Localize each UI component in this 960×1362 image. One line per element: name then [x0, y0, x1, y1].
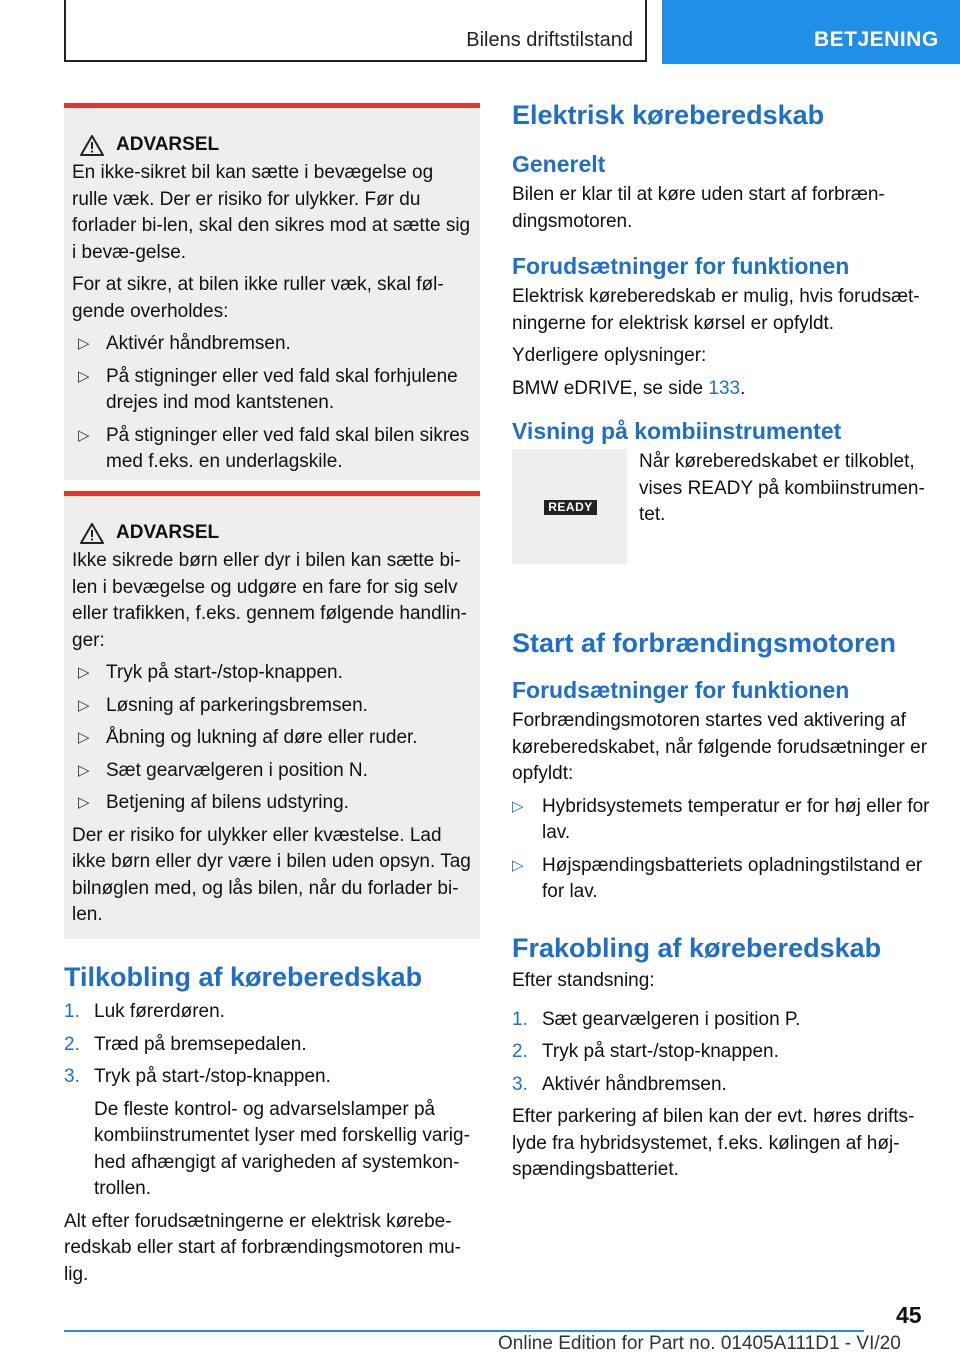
warning-title-text: ADVARSEL — [116, 522, 220, 543]
warning-title-text: ADVARSEL — [116, 134, 220, 155]
step-item — [512, 1039, 930, 1066]
step-number: 1. — [512, 1008, 528, 1030]
paragraph: Bilen er klar til at køre uden start af forbræn-dingsmotoren. — [512, 184, 885, 232]
subsection-heading: Forudsætninger for funktionen — [512, 677, 850, 703]
section-heading: Start af forbrændingsmotoren — [512, 628, 897, 658]
list-item — [72, 364, 474, 417]
paragraph: Alt efter forudsætningerne er elektrisk kørebe-redskab eller start af forbrændingsmotoren mu-lig. — [64, 1210, 462, 1285]
step-number: 2. — [64, 1033, 80, 1055]
step-item — [64, 1032, 480, 1059]
header-section-tab — [64, 0, 647, 62]
step-item — [512, 1007, 930, 1034]
step-text: Aktivér håndbremsen. — [542, 1073, 727, 1095]
ready-indicator: READY — [544, 500, 597, 515]
reference-text: BMW eDRIVE, se side — [512, 377, 709, 399]
step-text: Tryk på start-/stop-knappen. — [542, 1041, 779, 1062]
bullet-triangle-icon: ▷ — [78, 426, 90, 444]
bullet-triangle-icon: ▷ — [78, 335, 90, 352]
list-item — [72, 660, 474, 687]
chapter-title: BETJENING — [814, 28, 939, 51]
paragraph: Forbrændingsmotoren startes ved aktivering af køreberedskabet, når følgende forudsætninger er opfyldt: — [512, 710, 928, 784]
step-text: Tryk på start-/stop-knappen. — [94, 1066, 331, 1087]
subsection-heading: Forudsætninger for funktionen — [512, 253, 850, 279]
list-item-text: Betjening af bilens udstyring. — [106, 792, 349, 813]
list-item-text: Aktivér håndbremsen. — [106, 333, 291, 354]
step-item — [64, 1064, 480, 1091]
ready-display-image — [512, 449, 627, 564]
list-item — [72, 725, 474, 752]
step-number: 2. — [512, 1041, 528, 1062]
bullet-triangle-icon: ▷ — [78, 794, 90, 811]
list-item-text: Hybridsystemets temperatur er for høj eller for lav. — [542, 795, 930, 843]
start-section — [512, 628, 930, 912]
paragraph — [512, 376, 930, 403]
list-item — [72, 331, 474, 358]
list-item — [512, 794, 930, 847]
bullet-triangle-icon: ▷ — [512, 856, 524, 874]
bullet-triangle-icon: ▷ — [78, 761, 90, 779]
subsection-heading: Visning på kombiinstrumentet — [512, 418, 842, 444]
step-note: De fleste kontrol- og advarselslamper på kombiinstrumentet lyser med forskellig varig-hed afhængigt af varigheden af systemkon-trollen. — [94, 1098, 470, 1199]
warning-triangle-icon — [80, 135, 104, 156]
paragraph: Efter standsning: — [512, 970, 655, 991]
paragraph: Når køreberedskabet er tilkoblet, vises READY på kombiinstrumen-tet. — [639, 451, 925, 525]
step-text: Luk førerdøren. — [94, 1001, 225, 1022]
subsection-heading: Generelt — [512, 151, 606, 177]
step-number: 3. — [64, 1066, 80, 1087]
step-item — [64, 999, 480, 1026]
list-item-text: Løsning af parkeringsbremsen. — [106, 694, 368, 716]
list-item-text: Sæt gearvælgeren i position N. — [106, 759, 368, 781]
list-item-text: Åbning og lukning af døre eller ruder. — [106, 727, 418, 748]
warning-box-1 — [64, 103, 480, 480]
paragraph: Yderligere oplysninger: — [512, 345, 707, 366]
step-number: 1. — [64, 1001, 80, 1022]
warning-triangle-icon — [80, 523, 104, 544]
step-text: Sæt gearvælgeren i position P. — [542, 1008, 801, 1030]
footer-edition: Online Edition for Part no. 01405A111D1 - VI/20 — [498, 1333, 901, 1354]
list-item — [72, 423, 474, 476]
section-heading: Elektrisk køreberedskab — [512, 100, 825, 130]
footer-rule — [64, 1330, 864, 1332]
list-item — [512, 853, 930, 906]
step-item — [512, 1072, 930, 1099]
list-item-text: Højspændingsbatteriets opladningstilstand er for lav. — [542, 854, 923, 902]
page-link[interactable]: 133 — [708, 377, 741, 399]
page-number: 45 — [896, 1302, 922, 1328]
bullet-triangle-icon: ▷ — [78, 729, 90, 746]
bullet-triangle-icon: ▷ — [78, 367, 90, 385]
warning-paragraph: Der er risiko for ulykker eller kvæstelse. Lad ikke børn eller dyr være i bilen uden opsyn. Tag bilnøglen med, og lås bilen, når du forlader bi-len. — [72, 824, 471, 925]
section-heading: Tilkobling af køreberedskab — [64, 962, 423, 992]
tilkobling-section — [64, 962, 480, 1294]
reference-suffix: . — [740, 377, 746, 399]
list-item — [72, 758, 474, 785]
paragraph: Elektrisk køreberedskab er mulig, hvis forudsæt-ningerne for elektrisk kørsel er opfyldt. — [512, 286, 920, 334]
section-title: Bilens driftstilstand — [466, 29, 633, 51]
bullet-triangle-icon: ▷ — [78, 664, 90, 681]
bullet-triangle-icon: ▷ — [78, 696, 90, 714]
step-text: Træd på bremsepedalen. — [94, 1033, 307, 1055]
list-item-text: På stigninger eller ved fald skal bilen sikres med f.eks. en underlagskile. — [106, 424, 470, 472]
warning-title — [80, 522, 474, 544]
list-item-text: På stigninger eller ved fald skal forhjulene drejes ind mod kantstenen. — [106, 365, 458, 413]
elektrisk-section — [512, 100, 930, 564]
step-number: 3. — [512, 1073, 528, 1095]
warning-title — [80, 134, 474, 156]
paragraph: Efter parkering af bilen kan der evt. høres drifts-lyde fra hybridsystemet, f.eks. kølingen af høj-spændingsbatteriet. — [512, 1106, 915, 1180]
section-heading: Frakobling af køreberedskab — [512, 933, 882, 963]
visning-block — [512, 449, 930, 564]
list-item — [72, 693, 474, 720]
warning-paragraph: En ikke-sikret bil kan sætte i bevægelse og rulle væk. Der er risiko for ulykker. Før du forlader bi-len, skal den sikres mod at sætte sig i bevæ-gelse. — [72, 162, 471, 263]
bullet-triangle-icon: ▷ — [512, 797, 524, 815]
list-item — [72, 790, 474, 817]
header-chapter-tab — [662, 0, 960, 64]
warning-box-2 — [64, 491, 480, 939]
list-item-text: Tryk på start-/stop-knappen. — [106, 662, 343, 683]
frakobling-section — [512, 933, 930, 1190]
warning-paragraph: Ikke sikrede børn eller dyr i bilen kan sætte bi-len i bevægelse og udgøre en fare for sig selv eller trafikken, f.eks. gennem følgende handlin-ger: — [72, 550, 467, 651]
warning-paragraph: For at sikre, at bilen ikke ruller væk, skal føl-gende overholdes: — [72, 274, 444, 322]
